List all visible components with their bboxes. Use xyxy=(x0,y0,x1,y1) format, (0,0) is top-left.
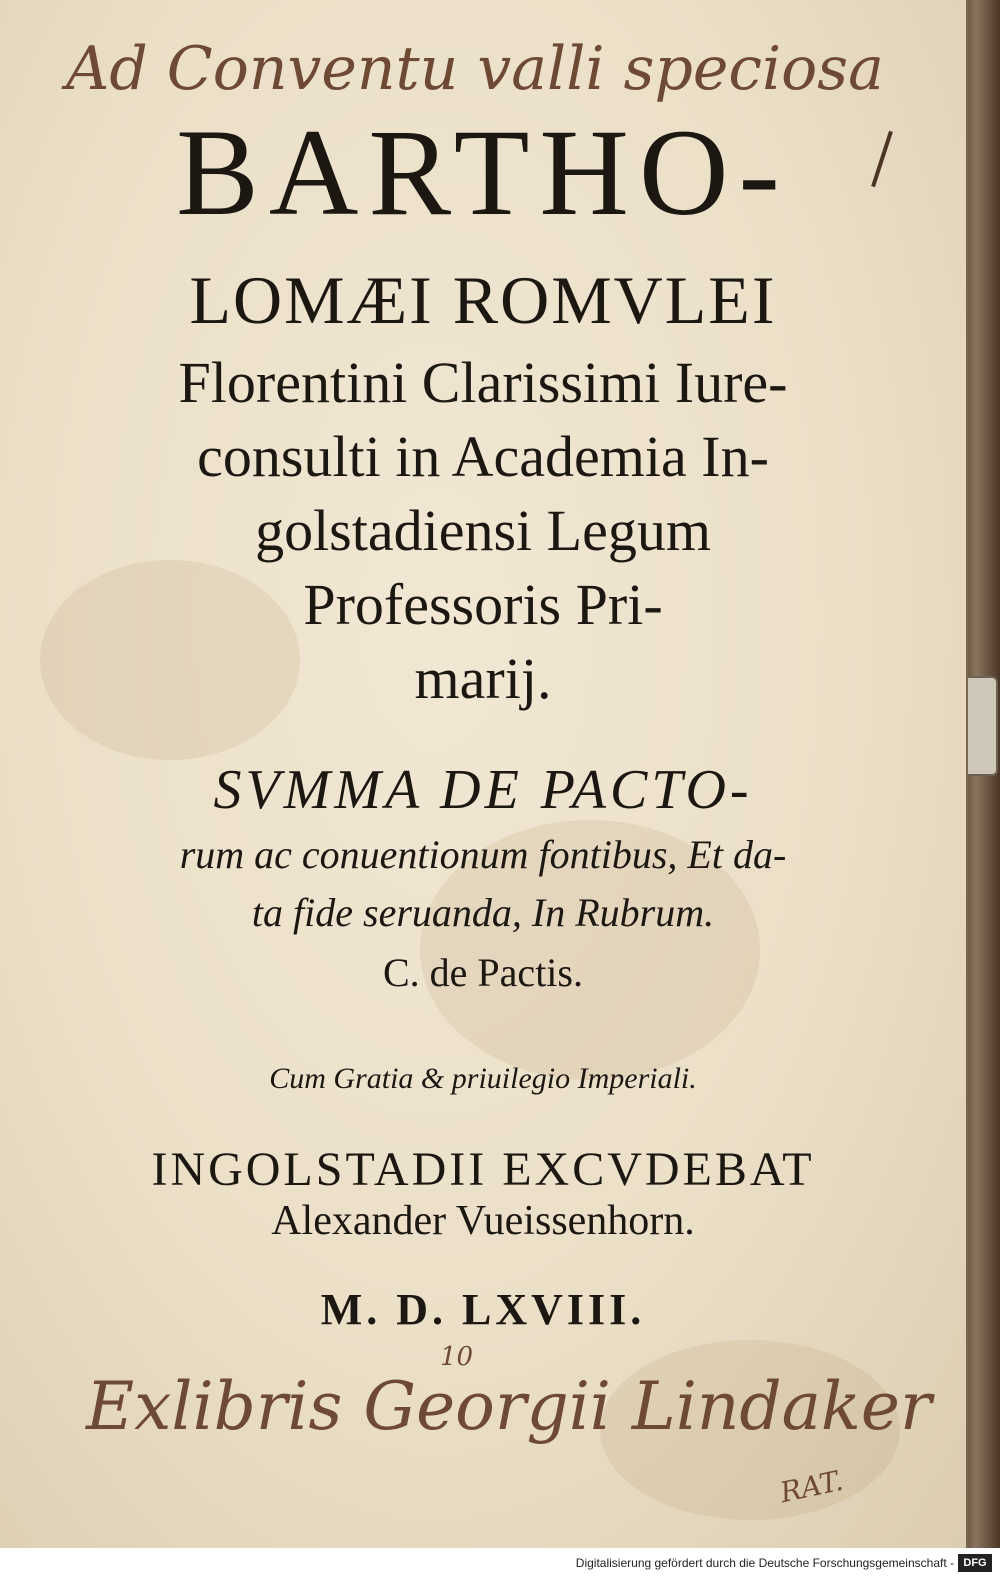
title-line-3: Florentini Clarissimi Iure- xyxy=(178,350,788,415)
title-line-7: marij. xyxy=(414,646,552,711)
privilege-line: Cum Gratia & priuilegio Imperiali. xyxy=(269,1062,697,1095)
subtitle-line-3: ta fide seruanda, In Rubrum. xyxy=(251,890,715,935)
imprint-date: M. D. LXVIII. xyxy=(320,1285,646,1334)
imprint-line-1: INGOLSTADII EXCVDEBAT xyxy=(151,1143,815,1196)
subtitle-line-2: rum ac conuentionum fontibus, Et da- xyxy=(179,832,787,877)
manuscript-top-inscription: Ad Conventu valli speciosa xyxy=(66,34,884,104)
manuscript-superscript: 10 xyxy=(440,1342,474,1372)
dfg-logo: DFG xyxy=(958,1554,992,1572)
title-line-4: consulti in Academia In- xyxy=(197,424,769,489)
footer-credit: Digitalisierung gefördert durch die Deutsche Forschungsgemeinschaft - xyxy=(575,1556,954,1570)
imprint-line-2: Alexander Vueissenhorn. xyxy=(271,1198,695,1244)
title-line-2: LOMÆI ROMVLEI xyxy=(189,262,777,338)
title-line-5: golstadiensi Legum xyxy=(255,498,711,563)
subtitle-line-4: C. de Pactis. xyxy=(383,950,583,995)
manuscript-shelfmark: RAT. xyxy=(777,1463,846,1510)
subtitle-line-1: SVMMA DE PACTO- xyxy=(213,759,753,821)
manuscript-ex-libris: Exlibris Georgii Lindaker xyxy=(86,1368,932,1445)
title-line-6: Professoris Pri- xyxy=(303,572,663,637)
footer-bar xyxy=(0,1548,1000,1580)
title-line-1: BARTHO- xyxy=(176,104,790,241)
